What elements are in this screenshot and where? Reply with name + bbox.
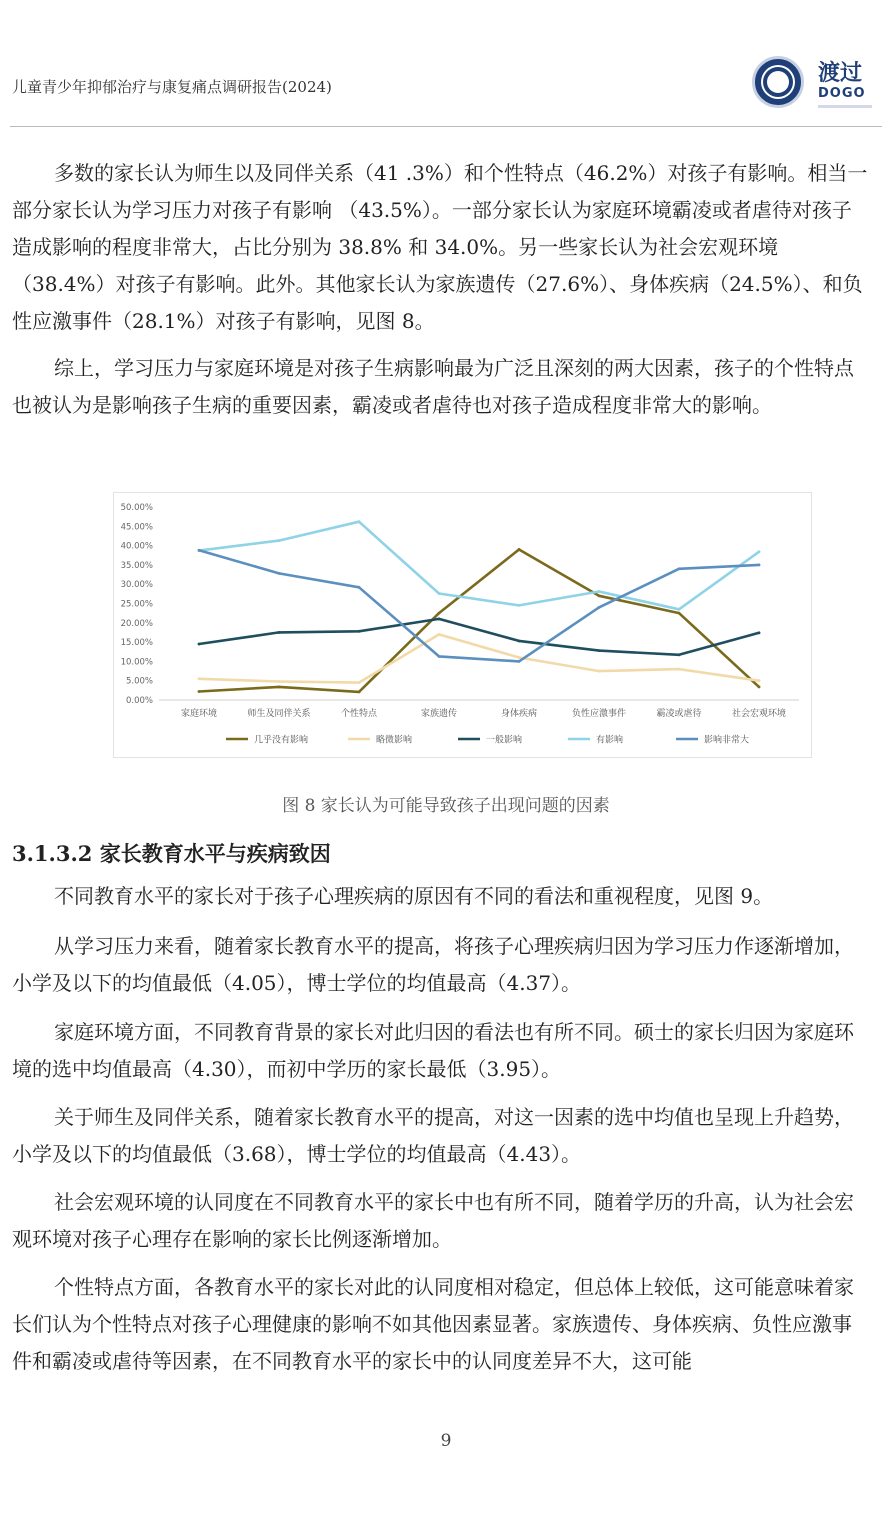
series-line bbox=[199, 619, 759, 655]
page-number: 9 bbox=[440, 1431, 452, 1451]
logo-tagline-mark bbox=[818, 105, 872, 108]
paragraph-education-intro: 不同教育水平的家长对于孩子心理疾病的原因有不同的看法和重视程度，见图 9。 bbox=[54, 884, 774, 908]
report-title: 儿童青少年抑郁治疗与康复痛点调研报告(2024) bbox=[12, 78, 332, 96]
data-point bbox=[438, 655, 441, 658]
y-tick-label: 15.00% bbox=[120, 638, 153, 649]
data-point bbox=[198, 549, 201, 552]
paragraph-study-pressure: 从学习压力来看，随着家长教育水平的提高，将孩子心理疾病归因为学习压力作逐渐增加，小学及以下的均值最低（4.05），博士学位的均值最高（4.37）。 bbox=[12, 934, 854, 995]
data-point bbox=[598, 594, 601, 597]
data-point bbox=[438, 633, 441, 636]
x-tick-label: 社会宏观环境 bbox=[731, 709, 787, 719]
paragraph-personality: 个性特点方面，各教育水平的家长对此的认同度相对稳定，但总体上较低，这可能意味着家长们认为个性特点对孩子心理健康的影响不如其他因素显著。家族遗传、身体疾病、负性应激事件和霸凌或虐待等因素，在不同教育水平的家长中的认同度差异不大，这可能 bbox=[12, 1275, 854, 1373]
data-point bbox=[198, 643, 201, 646]
data-point bbox=[678, 567, 681, 570]
x-tick-label: 家族遗传 bbox=[420, 709, 458, 719]
data-point bbox=[518, 548, 521, 551]
header-divider bbox=[10, 126, 882, 127]
figure-caption: 图 8 家长认为可能导致孩子出现问题的因素 bbox=[282, 796, 610, 816]
x-tick-label: 师生及同伴关系 bbox=[247, 709, 311, 719]
data-point bbox=[358, 520, 361, 523]
data-point bbox=[598, 670, 601, 673]
data-point bbox=[518, 656, 521, 659]
paragraph-social-environment: 社会宏观环境的认同度在不同教育水平的家长中也有所不同，随着学历的升高，认为社会宏观环境对孩子心理存在影响的家长比例逐渐增加。 bbox=[12, 1190, 854, 1251]
data-point bbox=[598, 590, 601, 593]
data-point bbox=[518, 660, 521, 663]
dogo-emblem-icon bbox=[752, 56, 804, 108]
data-point bbox=[278, 572, 281, 575]
data-point bbox=[358, 681, 361, 684]
y-tick-label: 40.00% bbox=[120, 541, 153, 552]
y-tick-label: 30.00% bbox=[120, 580, 153, 591]
y-tick-label: 45.00% bbox=[120, 522, 153, 533]
data-point bbox=[678, 612, 681, 615]
x-tick-label: 负性应激事件 bbox=[571, 709, 627, 719]
data-point bbox=[438, 592, 441, 595]
data-point bbox=[278, 631, 281, 634]
line-chart-svg bbox=[114, 493, 811, 757]
legend-label: 几乎没有影响 bbox=[254, 735, 309, 746]
logo-en-text: DOGO bbox=[818, 86, 866, 101]
data-point bbox=[438, 612, 441, 615]
paragraph-conclusion: 综上，学习压力与家庭环境是对孩子生病影响最为广泛且深刻的两大因素，孩子的个性特点也被认为是影响孩子生病的重要因素，霸凌或者虐待也对孩子造成程度非常大的影响。 bbox=[12, 356, 854, 417]
x-tick-label: 霸凌或虐待 bbox=[656, 709, 702, 719]
data-point bbox=[758, 564, 761, 567]
y-tick-label: 20.00% bbox=[120, 618, 153, 629]
page-header bbox=[0, 0, 892, 130]
y-tick-label: 10.00% bbox=[120, 657, 153, 668]
data-point bbox=[678, 653, 681, 656]
x-tick-label: 个性特点 bbox=[340, 709, 378, 719]
data-point bbox=[518, 640, 521, 643]
data-point bbox=[758, 679, 761, 682]
data-point bbox=[358, 630, 361, 633]
dogo-logo bbox=[818, 62, 866, 101]
legend-label: 一般影响 bbox=[486, 735, 523, 746]
data-point bbox=[278, 685, 281, 688]
logo-cn-text: 渡过 bbox=[818, 61, 863, 86]
y-tick-label: 50.00% bbox=[120, 503, 153, 513]
legend-label: 有影响 bbox=[596, 735, 624, 746]
data-point bbox=[678, 608, 681, 611]
x-tick-label: 家庭环境 bbox=[180, 709, 218, 719]
data-point bbox=[758, 550, 761, 553]
paragraph-factors-summary: 多数的家长认为师生以及同伴关系（41 .3%）和个性特点（46.2%）对孩子有影响。相当一部分家长认为学习压力对孩子有影响 （43.5%）。一部分家长认为家庭环境霸凌或者虐待对孩子造成影响的程度非常大，占比分别为 38.8% 和 34.0%。另一些家长认为社会宏观环境（38.4%）对孩子有影响。此外。其他家长认为家族遗传（27.6%）、身体疾病（24.5%）、和负性应激事件（28.1%）对孩子有影响，见图 8。 bbox=[12, 161, 868, 333]
data-point bbox=[198, 677, 201, 680]
data-point bbox=[758, 631, 761, 634]
data-point bbox=[278, 680, 281, 683]
data-point bbox=[518, 604, 521, 607]
figure-8-chart bbox=[113, 492, 812, 758]
y-tick-label: 35.00% bbox=[120, 560, 153, 571]
paragraph-family-environment: 家庭环境方面，不同教育背景的家长对此归因的看法也有所不同。硕士的家长归因为家庭环境的选中均值最高（4.30），而初中学历的家长最低（3.95）。 bbox=[12, 1020, 854, 1081]
y-tick-label: 5.00% bbox=[125, 676, 153, 687]
data-point bbox=[598, 606, 601, 609]
y-tick-label: 0.00% bbox=[125, 696, 153, 706]
data-point bbox=[678, 668, 681, 671]
section-heading: 3.1.3.2 家长教育水平与疾病致因 bbox=[12, 841, 331, 866]
data-point bbox=[758, 685, 761, 688]
data-point bbox=[598, 649, 601, 652]
legend-label: 略微影响 bbox=[376, 735, 413, 746]
data-point bbox=[358, 690, 361, 693]
data-point bbox=[198, 690, 201, 693]
series-line bbox=[199, 522, 759, 610]
data-point bbox=[278, 539, 281, 542]
data-point bbox=[358, 586, 361, 589]
legend-label: 影响非常大 bbox=[704, 735, 750, 746]
data-point bbox=[438, 618, 441, 621]
paragraph-peer-relations: 关于师生及同伴关系，随着家长教育水平的提高，对这一因素的选中均值也呈现上升趋势，小学及以下的均值最低（3.68），博士学位的均值最高（4.43）。 bbox=[12, 1105, 854, 1166]
x-tick-label: 身体疾病 bbox=[500, 709, 538, 719]
y-tick-label: 25.00% bbox=[120, 599, 153, 610]
